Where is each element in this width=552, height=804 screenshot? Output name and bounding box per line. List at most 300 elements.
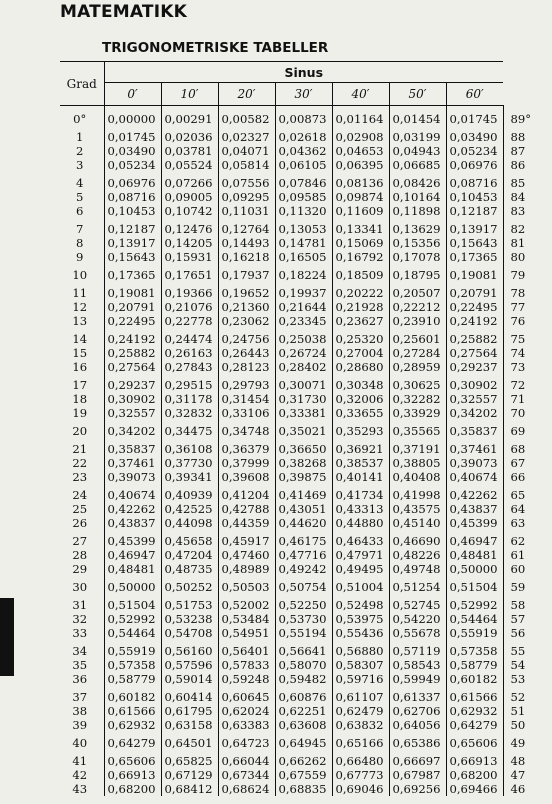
sine-value-cell: 0,43313 <box>332 502 389 516</box>
sine-value-cell: 0,33106 <box>218 406 275 420</box>
sine-value-cell: 0,58543 <box>389 658 446 672</box>
sine-value-cell: 0,69466 <box>446 782 503 796</box>
sine-value-cell: 0,53484 <box>218 612 275 626</box>
sine-value-cell: 0,20222 <box>332 282 389 300</box>
sine-value-cell: 0,55919 <box>446 626 503 640</box>
sine-value-cell: 0,19081 <box>104 282 161 300</box>
sine-value-cell: 0,67129 <box>161 768 218 782</box>
sine-value-cell: 0,21360 <box>218 300 275 314</box>
sine-value-cell: 0,25882 <box>104 346 161 360</box>
degree-cell: 39 <box>72 718 88 732</box>
sine-value-cell: 0,66480 <box>332 750 389 768</box>
sine-value-cell: 0,25038 <box>275 328 332 346</box>
degree-cell: 6 <box>76 204 84 218</box>
table-row <box>60 106 544 127</box>
sine-value-cell: 0,54464 <box>446 612 503 626</box>
sine-value-cell: 0,21644 <box>275 300 332 314</box>
table-row <box>60 704 544 718</box>
sine-value-cell: 0,04071 <box>218 144 275 158</box>
sine-value-cell: 0,11898 <box>389 204 446 218</box>
table-row <box>60 686 544 704</box>
sine-value-cell: 0,56880 <box>332 640 389 658</box>
complement-degree-cell: 79 <box>503 264 544 282</box>
sine-value-cell: 0,23627 <box>332 314 389 328</box>
sine-value-cell: 0,12187 <box>104 218 161 236</box>
table-row <box>60 576 544 594</box>
sine-value-cell: 0,11320 <box>275 204 332 218</box>
sine-value-cell: 0,68624 <box>218 782 275 796</box>
sine-value-cell: 0,02908 <box>332 126 389 144</box>
sine-value-cell: 0,34202 <box>104 420 161 438</box>
sine-value-cell: 0,07846 <box>275 172 332 190</box>
sine-value-cell: 0,45140 <box>389 516 446 530</box>
sine-value-cell: 0,05234 <box>104 158 161 172</box>
sine-value-cell: 0,12187 <box>446 204 503 218</box>
sine-value-cell: 0,22495 <box>104 314 161 328</box>
sine-value-cell: 0,32006 <box>332 392 389 406</box>
sine-value-cell: 0,17365 <box>104 264 161 282</box>
sine-value-cell: 0,39341 <box>161 470 218 484</box>
degree-cell: 38 <box>72 704 88 718</box>
sine-value-cell: 0,11609 <box>332 204 389 218</box>
table-row <box>60 204 544 218</box>
sine-value-cell: 0,40674 <box>104 484 161 502</box>
sine-value-cell: 0,11031 <box>218 204 275 218</box>
degree-cell: 25 <box>72 502 88 516</box>
degree-cell: 11 <box>72 286 88 300</box>
sine-value-cell: 0,44620 <box>275 516 332 530</box>
sine-value-cell: 0,64945 <box>275 732 332 750</box>
sine-value-cell: 0,53730 <box>275 612 332 626</box>
complement-degree-cell: 75 <box>503 328 544 346</box>
table-row <box>60 264 544 282</box>
sine-value-cell: 0,59248 <box>218 672 275 686</box>
sine-value-cell: 0,22212 <box>389 300 446 314</box>
sine-value-cell: 0,23062 <box>218 314 275 328</box>
sine-value-cell: 0,51504 <box>446 576 503 594</box>
complement-degree-cell: 50 <box>503 718 544 732</box>
table-row <box>60 406 544 420</box>
minute-header: 20′ <box>218 83 275 106</box>
sine-value-cell: 0,00873 <box>275 106 332 127</box>
sine-value-cell: 0,30348 <box>332 374 389 392</box>
sine-value-cell: 0,58070 <box>275 658 332 672</box>
complement-degree-cell: 80 <box>503 250 544 264</box>
sine-value-cell: 0,19081 <box>446 264 503 282</box>
sine-value-cell: 0,13053 <box>275 218 332 236</box>
sine-value-cell: 0,20791 <box>446 282 503 300</box>
table-row <box>60 750 544 768</box>
complement-degree-cell: 88 <box>503 126 544 144</box>
sine-value-cell: 0,30625 <box>389 374 446 392</box>
sine-value-cell: 0,50000 <box>104 576 161 594</box>
table-row <box>60 732 544 750</box>
table-row <box>60 502 544 516</box>
sine-value-cell: 0,54708 <box>161 626 218 640</box>
sine-value-cell: 0,24192 <box>104 328 161 346</box>
sine-value-cell: 0,57119 <box>389 640 446 658</box>
degree-cell: 37 <box>72 690 88 704</box>
sine-value-cell: 0,27284 <box>389 346 446 360</box>
sine-value-cell: 0,55194 <box>275 626 332 640</box>
sine-value-cell: 0,08136 <box>332 172 389 190</box>
sine-value-cell: 0,05524 <box>161 158 218 172</box>
sine-value-cell: 0,18509 <box>332 264 389 282</box>
sine-value-cell: 0,59716 <box>332 672 389 686</box>
sine-value-cell: 0,57833 <box>218 658 275 672</box>
sine-value-cell: 0,17365 <box>446 250 503 264</box>
degree-cell: 32 <box>72 612 88 626</box>
sine-value-cell: 0,45658 <box>161 530 218 548</box>
minute-header: 10′ <box>161 83 218 106</box>
sine-value-cell: 0,08426 <box>389 172 446 190</box>
sine-value-cell: 0,14781 <box>275 236 332 250</box>
sine-value-cell: 0,30902 <box>446 374 503 392</box>
degree-cell: 21 <box>72 442 88 456</box>
sine-value-cell: 0,42262 <box>446 484 503 502</box>
sine-value-cell: 0,32557 <box>446 392 503 406</box>
table-row <box>60 282 544 300</box>
sine-value-cell: 0,67559 <box>275 768 332 782</box>
sine-value-cell: 0,60414 <box>161 686 218 704</box>
sine-value-cell: 0,45917 <box>218 530 275 548</box>
degree-cell: 15 <box>72 346 88 360</box>
sine-value-cell: 0,61337 <box>389 686 446 704</box>
sine-value-cell: 0,51254 <box>389 576 446 594</box>
sine-value-cell: 0,68412 <box>161 782 218 796</box>
sine-value-cell: 0,63832 <box>332 718 389 732</box>
sine-value-cell: 0,41734 <box>332 484 389 502</box>
sine-value-cell: 0,40141 <box>332 470 389 484</box>
sine-value-cell: 0,17937 <box>218 264 275 282</box>
sine-value-cell: 0,30902 <box>104 392 161 406</box>
sine-value-cell: 0,04943 <box>389 144 446 158</box>
sine-value-cell: 0,07556 <box>218 172 275 190</box>
table-row <box>60 768 544 782</box>
complement-degree-cell: 86 <box>503 158 544 172</box>
sine-value-cell: 0,57358 <box>104 658 161 672</box>
sine-value-cell: 0,63608 <box>275 718 332 732</box>
complement-degree-cell: 59 <box>503 576 544 594</box>
sine-value-cell: 0,52992 <box>446 594 503 612</box>
sine-value-cell: 0,30071 <box>275 374 332 392</box>
sine-value-cell: 0,58779 <box>104 672 161 686</box>
sine-value-cell: 0,58779 <box>446 658 503 672</box>
sine-value-cell: 0,45399 <box>104 530 161 548</box>
degree-cell: 17 <box>72 378 88 392</box>
sine-value-cell: 0,06395 <box>332 158 389 172</box>
sine-value-cell: 0,56641 <box>275 640 332 658</box>
sine-value-cell: 0,43051 <box>275 502 332 516</box>
sine-value-cell: 0,64279 <box>446 718 503 732</box>
sine-value-cell: 0,66262 <box>275 750 332 768</box>
complement-degree-cell: 64 <box>503 502 544 516</box>
table-row <box>60 612 544 626</box>
table-row <box>60 314 544 328</box>
sine-value-cell: 0,52745 <box>389 594 446 612</box>
sine-value-cell: 0,35837 <box>446 420 503 438</box>
sine-value-cell: 0,14493 <box>218 236 275 250</box>
complement-degree-cell: 67 <box>503 456 544 470</box>
sine-value-cell: 0,25601 <box>389 328 446 346</box>
sine-value-cell: 0,05234 <box>446 144 503 158</box>
sine-value-cell: 0,02618 <box>275 126 332 144</box>
table-row <box>60 250 544 264</box>
sine-value-cell: 0,03199 <box>389 126 446 144</box>
table-row <box>60 346 544 360</box>
sine-value-cell: 0,34475 <box>161 420 218 438</box>
degree-cell: 24 <box>72 488 88 502</box>
sine-value-cell: 0,09585 <box>275 190 332 204</box>
sine-value-cell: 0,37461 <box>446 438 503 456</box>
sine-value-cell: 0,64723 <box>218 732 275 750</box>
sine-value-cell: 0,61107 <box>332 686 389 704</box>
sine-value-cell: 0,10742 <box>161 204 218 218</box>
degree-cell: 30 <box>72 580 88 594</box>
sine-value-cell: 0,62024 <box>218 704 275 718</box>
sine-value-cell: 0,12764 <box>218 218 275 236</box>
sine-value-cell: 0,41998 <box>389 484 446 502</box>
grad-header: Grad <box>60 62 104 106</box>
minute-header: 0′ <box>104 83 161 106</box>
sine-value-cell: 0,06976 <box>104 172 161 190</box>
sine-value-cell: 0,35021 <box>275 420 332 438</box>
sine-value-cell: 0,08716 <box>446 172 503 190</box>
sine-value-cell: 0,60182 <box>446 672 503 686</box>
sine-value-cell: 0,50503 <box>218 576 275 594</box>
table-row <box>60 470 544 484</box>
sine-value-cell: 0,18224 <box>275 264 332 282</box>
degree-cell: 29 <box>72 562 88 576</box>
sine-value-cell: 0,15643 <box>104 250 161 264</box>
complement-degree-cell: 54 <box>503 658 544 672</box>
complement-degree-cell: 55 <box>503 640 544 658</box>
sine-value-cell: 0,00582 <box>218 106 275 127</box>
sine-value-cell: 0,65606 <box>104 750 161 768</box>
sine-value-cell: 0,18795 <box>389 264 446 282</box>
sine-value-cell: 0,27004 <box>332 346 389 360</box>
sine-value-cell: 0,36921 <box>332 438 389 456</box>
sine-value-cell: 0,55919 <box>104 640 161 658</box>
degree-cell: 18 <box>72 392 88 406</box>
sine-value-cell: 0,03490 <box>446 126 503 144</box>
sine-value-cell: 0,22778 <box>161 314 218 328</box>
sine-value-cell: 0,64279 <box>104 732 161 750</box>
sine-value-cell: 0,37191 <box>389 438 446 456</box>
sine-value-cell: 0,15069 <box>332 236 389 250</box>
sine-value-cell: 0,01164 <box>332 106 389 127</box>
degree-cell: 40 <box>72 736 88 750</box>
table-row <box>60 640 544 658</box>
sine-value-cell: 0,44098 <box>161 516 218 530</box>
table-body <box>60 106 544 797</box>
sine-value-cell: 0,27564 <box>104 360 161 374</box>
sine-value-cell: 0,03490 <box>104 144 161 158</box>
sine-value-cell: 0,64501 <box>161 732 218 750</box>
sine-value-cell: 0,67987 <box>389 768 446 782</box>
table-row <box>60 718 544 732</box>
sine-value-cell: 0,26163 <box>161 346 218 360</box>
table-row <box>60 672 544 686</box>
sine-value-cell: 0,42788 <box>218 502 275 516</box>
sine-value-cell: 0,23345 <box>275 314 332 328</box>
sine-value-cell: 0,40408 <box>389 470 446 484</box>
sine-table-container <box>60 61 544 796</box>
table-row <box>60 420 544 438</box>
sine-value-cell: 0,27564 <box>446 346 503 360</box>
sine-value-cell: 0,15643 <box>446 236 503 250</box>
sine-value-cell: 0,31454 <box>218 392 275 406</box>
sine-value-cell: 0,65166 <box>332 732 389 750</box>
sine-value-cell: 0,16505 <box>275 250 332 264</box>
sine-value-cell: 0,23910 <box>389 314 446 328</box>
sine-value-cell: 0,31178 <box>161 392 218 406</box>
degree-cell: 12 <box>72 300 88 314</box>
sine-value-cell: 0,20791 <box>104 300 161 314</box>
sine-value-cell: 0,55678 <box>389 626 446 640</box>
degree-cell: 8 <box>76 236 84 250</box>
sine-value-cell: 0,13917 <box>446 218 503 236</box>
page-edge-marker <box>0 598 14 676</box>
sine-table <box>60 61 544 796</box>
sine-value-cell: 0,08716 <box>104 190 161 204</box>
section-title: TRIGONOMETRISKE TABELLER <box>102 40 329 56</box>
complement-degree-cell: 89° <box>503 106 544 127</box>
sine-value-cell: 0,00291 <box>161 106 218 127</box>
sine-value-cell: 0,00000 <box>104 106 161 127</box>
complement-degree-cell: 56 <box>503 626 544 640</box>
table-row <box>60 438 544 456</box>
sine-value-cell: 0,13629 <box>389 218 446 236</box>
sine-value-cell: 0,61566 <box>446 686 503 704</box>
sine-value-cell: 0,37730 <box>161 456 218 470</box>
sine-value-cell: 0,39608 <box>218 470 275 484</box>
sine-value-cell: 0,54220 <box>389 612 446 626</box>
sine-value-cell: 0,03781 <box>161 144 218 158</box>
complement-degree-cell: 71 <box>503 392 544 406</box>
sine-value-cell: 0,47204 <box>161 548 218 562</box>
sine-value-cell: 0,02036 <box>161 126 218 144</box>
degree-cell: 10 <box>72 268 88 282</box>
sine-value-cell: 0,58307 <box>332 658 389 672</box>
sine-value-cell: 0,34748 <box>218 420 275 438</box>
sine-value-cell: 0,61795 <box>161 704 218 718</box>
degree-cell: 33 <box>72 626 88 640</box>
sine-value-cell: 0,38268 <box>275 456 332 470</box>
table-row <box>60 172 544 190</box>
complement-degree-cell: 72 <box>503 374 544 392</box>
sine-value-cell: 0,68200 <box>104 782 161 796</box>
table-row <box>60 658 544 672</box>
sine-value-cell: 0,52498 <box>332 594 389 612</box>
sine-value-cell: 0,69046 <box>332 782 389 796</box>
degree-cell: 35 <box>72 658 88 672</box>
table-row <box>60 562 544 576</box>
sine-value-cell: 0,62251 <box>275 704 332 718</box>
table-row <box>60 236 544 250</box>
sine-value-cell: 0,52250 <box>275 594 332 612</box>
sine-value-cell: 0,01745 <box>446 106 503 127</box>
complement-degree-cell: 70 <box>503 406 544 420</box>
complement-degree-cell: 69 <box>503 420 544 438</box>
complement-degree-cell: 53 <box>503 672 544 686</box>
sine-value-cell: 0,48481 <box>446 548 503 562</box>
minute-header: 60′ <box>446 83 503 106</box>
sine-value-cell: 0,32832 <box>161 406 218 420</box>
sine-value-cell: 0,62932 <box>104 718 161 732</box>
sine-value-cell: 0,62932 <box>446 704 503 718</box>
degree-cell: 22 <box>72 456 88 470</box>
sine-value-cell: 0,65606 <box>446 732 503 750</box>
complement-degree-cell: 74 <box>503 346 544 360</box>
sine-value-cell: 0,10164 <box>389 190 446 204</box>
sine-value-cell: 0,56401 <box>218 640 275 658</box>
sine-value-cell: 0,50754 <box>275 576 332 594</box>
complement-degree-cell: 77 <box>503 300 544 314</box>
sine-value-cell: 0,17651 <box>161 264 218 282</box>
degree-cell: 31 <box>72 598 88 612</box>
sine-value-cell: 0,37999 <box>218 456 275 470</box>
sine-value-cell: 0,33655 <box>332 406 389 420</box>
complement-degree-cell: 47 <box>503 768 544 782</box>
degree-cell: 34 <box>72 644 88 658</box>
sine-value-cell: 0,57596 <box>161 658 218 672</box>
sine-value-cell: 0,20507 <box>389 282 446 300</box>
sine-value-cell: 0,12476 <box>161 218 218 236</box>
sine-value-cell: 0,53975 <box>332 612 389 626</box>
sine-value-cell: 0,67773 <box>332 768 389 782</box>
table-row <box>60 218 544 236</box>
sine-value-cell: 0,69256 <box>389 782 446 796</box>
sine-value-cell: 0,36108 <box>161 438 218 456</box>
sine-value-cell: 0,38537 <box>332 456 389 470</box>
sine-value-cell: 0,49242 <box>275 562 332 576</box>
sine-value-cell: 0,33929 <box>389 406 446 420</box>
sine-value-cell: 0,65386 <box>389 732 446 750</box>
sine-value-cell: 0,59014 <box>161 672 218 686</box>
table-row <box>60 530 544 548</box>
sine-value-cell: 0,42262 <box>104 502 161 516</box>
sine-value-cell: 0,44359 <box>218 516 275 530</box>
sine-value-cell: 0,41469 <box>275 484 332 502</box>
sine-value-cell: 0,04362 <box>275 144 332 158</box>
sine-value-cell: 0,06976 <box>446 158 503 172</box>
sine-value-cell: 0,29237 <box>446 360 503 374</box>
degree-cell: 36 <box>72 672 88 686</box>
sine-value-cell: 0,48989 <box>218 562 275 576</box>
sine-value-cell: 0,10453 <box>446 190 503 204</box>
sine-value-cell: 0,47716 <box>275 548 332 562</box>
table-row <box>60 456 544 470</box>
table-row <box>60 190 544 204</box>
table-row <box>60 516 544 530</box>
degree-cell: 20 <box>72 424 88 438</box>
table-row <box>60 548 544 562</box>
sine-value-cell: 0,34202 <box>446 406 503 420</box>
sine-value-cell: 0,36650 <box>275 438 332 456</box>
sine-value-cell: 0,21076 <box>161 300 218 314</box>
sine-value-cell: 0,47460 <box>218 548 275 562</box>
complement-degree-cell: 62 <box>503 530 544 548</box>
complement-degree-cell: 51 <box>503 704 544 718</box>
sine-value-cell: 0,40674 <box>446 470 503 484</box>
sine-value-cell: 0,60182 <box>104 686 161 704</box>
sine-value-cell: 0,64056 <box>389 718 446 732</box>
complement-degree-cell: 58 <box>503 594 544 612</box>
sine-value-cell: 0,27843 <box>161 360 218 374</box>
sine-value-cell: 0,26724 <box>275 346 332 360</box>
sine-value-cell: 0,55436 <box>332 626 389 640</box>
